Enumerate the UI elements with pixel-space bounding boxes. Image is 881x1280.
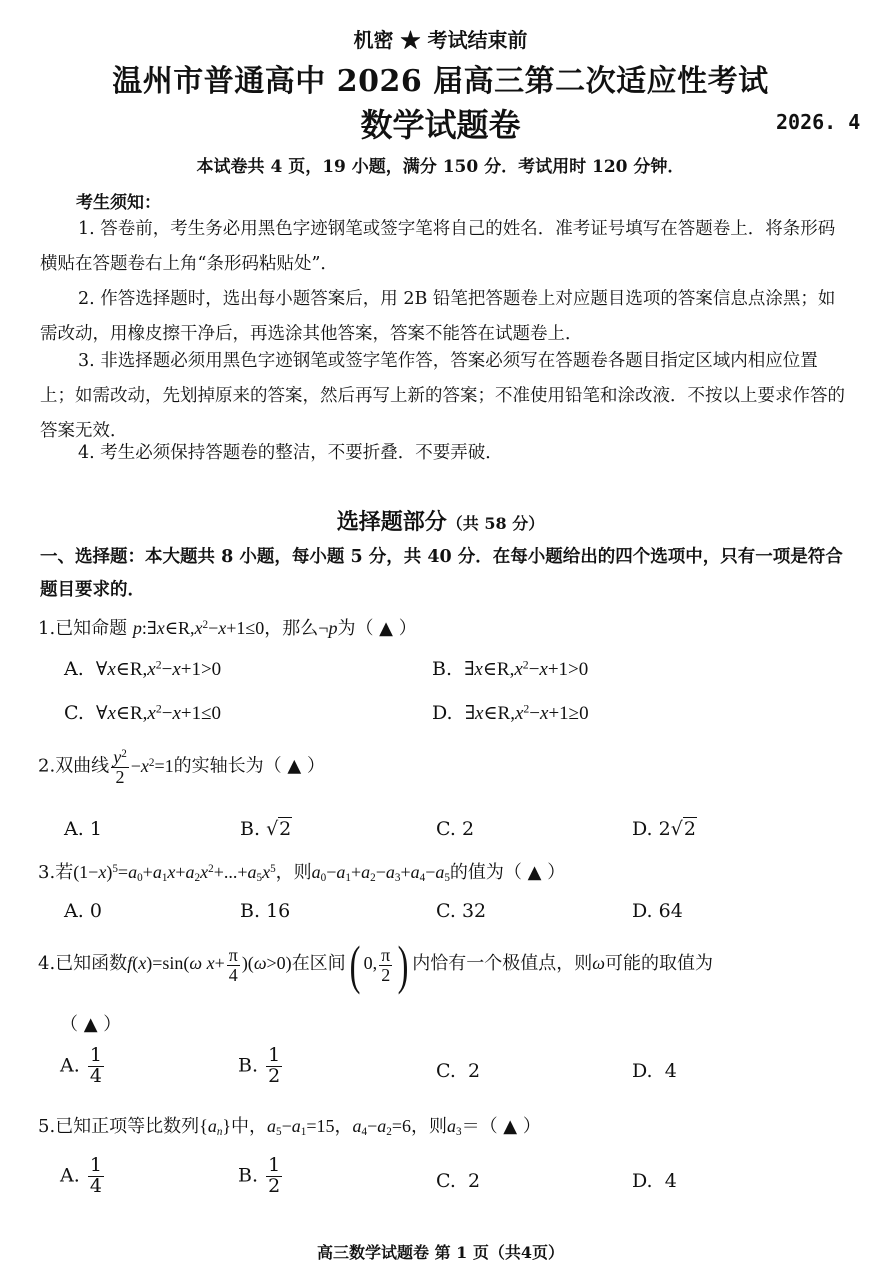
answer-mark: （ ▲ ） [263,755,325,777]
option-label: A. [64,900,84,922]
formula: $a_0-a_1+a_2-a_3+a_4-a_5$ [311,862,450,884]
question-4: 4.已知函数f(x)=sin(ω x+ $\frac{\pi}{4}$ )(ω>0)在区间( 0, $\frac{\pi}{2}$ ) 内恰有一个极值点，则ω可能的取值为 [38,935,713,995]
formula: ¬p [318,618,338,638]
option-c [436,900,486,922]
notice-item-1: 1. 答卷前，考生务必用黑色字迹钢笔或签字笔将自己的姓名．准考证号填写在答题卷上．将条形码横贴在答题卷右上角“条形码粘贴处”． [40,219,836,274]
option-d [632,1060,677,1082]
sqrt-2: √2 [266,818,292,840]
section-instructions: 一、选择题：本大题共 8 小题，每小题 5 分，共 40 分．在每小题给出的四个选项中，只有一项是符合题目要求的． [40,547,843,600]
formula: $(1-x)^5=a_0+a_1x+a_2x^2+...+a_5x^5$ [73,862,276,884]
question-number: 5. [38,1116,56,1137]
option-b: B. $\frac{1}{2}$ [238,1044,281,1087]
question-stem: 若 [55,862,74,883]
answer-mark: （ ▲ ） [503,862,566,883]
notice-item-3: 3. 非选择题必须用黑色字迹钢笔或签字笔作答，答案必须写在答题卷各题目指定区域内相应位置上；如需改动，先划掉原来的答案，然后再写上新的答案；不准使用铅笔和涂改液．不按以上要求作答的答案无效． [40,351,845,441]
option-label: D. [632,1060,653,1082]
question-2 [38,748,325,787]
question-stem: 已知函数 [55,953,128,975]
formula: $p:\exists x\in R,x^2-x+1\le 0$ [132,618,265,638]
option-a [64,818,102,840]
option-value: 64 [658,900,683,922]
question-text: ， [334,1116,353,1137]
interval-formula: ( 0, $\frac{\pi}{2}$ ) [349,935,409,995]
notice-item-2: 2. 作答选择题时，选出每小题答案后，用 2B 铅笔把答题卷上对应题目选项的答案信息点涂黑；如需改动，用橡皮擦干净后，再选涂其他答案，答案不能答在试题卷上． [40,289,836,344]
answer-mark: （ ▲ ） [60,1014,122,1035]
option-c [436,818,474,840]
notice-item-4: 4. 考生必须保持答题卷的整洁，不要折叠．不要弄破． [78,443,503,463]
question-text: ，则 [275,862,312,883]
option-d [632,818,697,840]
answer-mark: （ ▲ ） [355,618,417,639]
section-heading [0,505,881,536]
option-label: D. [632,900,653,922]
option-label: D. [632,818,653,840]
question-number: 1. [38,618,56,639]
notice-heading: 考生须知： [76,193,161,213]
question-number: 3. [38,862,56,883]
question-text: 中， [231,1116,268,1137]
question-text: ＝ [461,1116,480,1137]
option-label: C. [436,1170,456,1192]
page-footer: 高三数学试题卷 第 1 页（共4页） [317,1243,564,1262]
option-label: B. [240,900,261,922]
option-value: 1 [89,818,102,840]
question-text: 的实轴长为 [173,755,264,777]
subject-title: 数学试题卷 [360,106,521,144]
option-value: 2 [468,1060,481,1082]
option-value: 2 [461,818,475,840]
question-text: 的值为 [449,862,504,883]
option-label: B. [238,1054,259,1077]
question-5: 5.已知正项等比数列$\{a_n\}$中，$a_5-a_1=15$，$a_4-a_2=6$，则$a_3=$（ ▲ ） [38,1116,541,1138]
question-3 [38,858,565,884]
option-b [240,900,290,922]
option-b: B. $\frac{1}{2}$ [238,1154,281,1197]
question-number: 2. [38,755,56,777]
option-label: A. [60,1054,80,1077]
question-stem: 已知正项等比数列 [55,1116,200,1137]
option-a: A. $\frac{1}{4}$ [60,1154,102,1197]
option-c [436,1060,480,1082]
option-label: A. [60,1164,80,1187]
option-label: D. [432,702,453,724]
question-text: 可能的取值为 [604,953,713,975]
option-value: 16 [266,900,291,922]
option-label: B. [432,658,453,680]
option-value: 32 [461,900,487,922]
option-label: A. [64,818,84,840]
exam-title: 温州市普通高中 2026 届高三第二次适应性考试 [112,64,769,99]
section-title: 选择题部分 [336,509,447,535]
option-d [632,900,683,922]
question-stem: 双曲线 [55,755,110,777]
option-value: 2 [468,1170,481,1192]
option-a [64,900,102,922]
question-text: 为 [337,618,356,639]
option-c: C. $\forall x\in R,x^2-x+1\le 0$ [64,702,222,724]
formula: $\frac{y^2}{2}$ $-x^2=1$ [113,747,174,787]
exam-summary: 本试卷共 4 页，19 小题，满分 150 分．考试用时 120 分钟． [196,157,685,177]
formula: $a_5-a_1=15$ [267,1116,335,1138]
option-label: D. [632,1170,653,1192]
option-label: C. [64,702,84,724]
formula: $a_4-a_2=6$ [352,1116,411,1138]
option-value: 0 [89,900,102,922]
question-stem: 已知命题 [55,618,128,639]
option-label: B. [238,1164,259,1187]
option-label: C. [436,900,456,922]
option-b: B. $\exists x\in R,x^2-x+1>0$ [432,658,589,680]
question-text: 在区间 [291,953,346,975]
option-b [240,818,292,840]
question-1 [38,614,417,640]
option-label: B. [240,818,261,840]
formula: $\{a_n\}$ [199,1116,232,1138]
option-a: A. $\frac{1}{4}$ [60,1044,102,1087]
option-label: C. [436,1060,456,1082]
option-label: A. [64,658,84,680]
question-text: ，则 [410,1116,447,1137]
two-sqrt-2: 2√2 [658,818,696,840]
question-text: 内恰有一个极值点，则 [412,953,593,975]
option-a: A. $\forall x\in R,x^2-x+1>0$ [64,658,222,680]
option-c [436,1170,480,1192]
option-d: D. $\exists x\in R,x^2-x+1\ge 0$ [432,702,589,724]
exam-date: 2026. 4 [776,110,861,134]
section-points: （共 58 分） [446,514,545,533]
question-number: 4. [38,953,56,975]
option-label: C. [436,818,456,840]
option-value: 4 [664,1170,677,1192]
formula: f(x)=sin(ω x+ $\frac{\pi}{4}$ )(ω>0) [127,944,292,985]
option-d [632,1170,677,1192]
question-text: ，那么 [264,618,319,639]
answer-mark: （ ▲ ） [479,1116,541,1137]
confidential-label: 机密 ★ 考试结束前 [353,28,528,52]
option-value: 4 [664,1060,677,1082]
